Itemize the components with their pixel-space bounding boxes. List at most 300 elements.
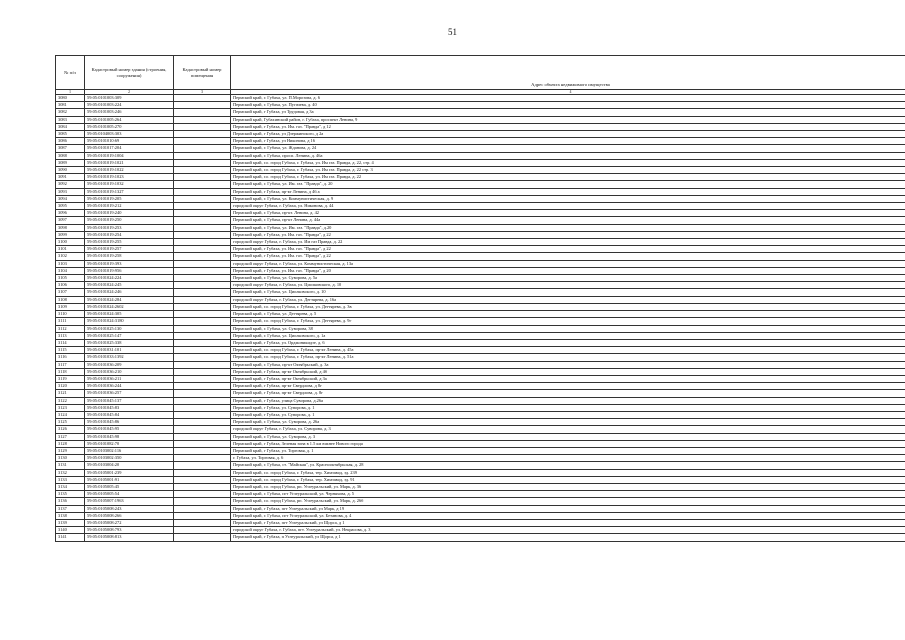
address-cell: Пермский край, г Губаха, пгт Углеуральский, ул Щорса, д 1 bbox=[231, 519, 905, 526]
address-cell: городской округ Губаха, г. Губаха, ул. Суворова, д. 3 bbox=[231, 426, 905, 433]
address-cell: Пермский край, г. Губаха, ул. Суворова, 38 bbox=[231, 325, 905, 332]
row-number-cell: 3092 bbox=[56, 181, 85, 188]
building-cadastral-number-cell: 59:05:0101045:98 bbox=[85, 433, 174, 440]
building-cadastral-number-cell: 59:05:0101019:253 bbox=[85, 224, 174, 231]
building-cadastral-number-cell: 59:05:0101024:246 bbox=[85, 289, 174, 296]
address-cell: Пермский край, г Губаха, улица Суворова, д.26а bbox=[231, 397, 905, 404]
address-cell: Пермский край, г Губаха, ул. Суворова, д. 1 bbox=[231, 404, 905, 411]
building-cadastral-number-cell: 59:05:0101017:204 bbox=[85, 145, 174, 152]
address-cell: Пермский край, г Губаха, ул. Торговая, д. 1 bbox=[231, 447, 905, 454]
address-cell: Пермский край, г.о. город Губаха, рп. Углеуральский, ул. Марк, д. 26б bbox=[231, 498, 905, 505]
building-cadastral-number-cell: 59:05:0101019:250 bbox=[85, 217, 174, 224]
table-row bbox=[56, 231, 905, 238]
address-cell: Пермский край, г.о. город Губаха, г. Губаха, пр-кт Ленина, д. 51а bbox=[231, 354, 905, 361]
address-cell: Пермский край, г.о. город Губаха, г. Губаха, ул. Дегтярева, д. 3в bbox=[231, 303, 905, 310]
premises-cadastral-number-cell bbox=[174, 498, 231, 505]
row-number-cell: 3127 bbox=[56, 433, 85, 440]
table-row bbox=[56, 527, 905, 534]
premises-cadastral-number-cell bbox=[174, 397, 231, 404]
address-cell: Пермский край, г Губаха, ул. Им. газ. "Правда", д 20 bbox=[231, 267, 905, 274]
premises-cadastral-number-cell bbox=[174, 109, 231, 116]
row-number-cell: 3115 bbox=[56, 347, 85, 354]
premises-cadastral-number-cell bbox=[174, 354, 231, 361]
building-cadastral-number-cell: 59:05:0101005:270 bbox=[85, 123, 174, 130]
address-cell: Пермский край, г Губаха, ул. Орджоникидзе, д. 6 bbox=[231, 339, 905, 346]
premises-cadastral-number-cell bbox=[174, 469, 231, 476]
building-cadastral-number-cell: 59:05:0101024:2602 bbox=[85, 303, 174, 310]
table-row bbox=[56, 275, 905, 282]
row-number-cell: 3119 bbox=[56, 375, 85, 382]
premises-cadastral-number-cell bbox=[174, 390, 231, 397]
building-cadastral-number-cell: 59:05:0101036:209 bbox=[85, 361, 174, 368]
table-row bbox=[56, 498, 905, 505]
address-cell: Пермский край, г Губаха, ул. Суворова, д. 1 bbox=[231, 411, 905, 418]
row-number-cell: 3126 bbox=[56, 426, 85, 433]
address-cell: Пермский край, г Губаха, Зеленая зона в 1.5 км южнее Нового города bbox=[231, 440, 905, 447]
table-row bbox=[56, 138, 905, 145]
building-cadastral-number-cell: 59:05:0101019:393 bbox=[85, 260, 174, 267]
building-cadastral-number-cell: 59:05:0101019:257 bbox=[85, 246, 174, 253]
building-cadastral-number-cell: 59:05:0104003:303 bbox=[85, 131, 174, 138]
row-number-cell: 3124 bbox=[56, 411, 85, 418]
building-cadastral-number-cell: 59:05:0101024:284 bbox=[85, 296, 174, 303]
table-row bbox=[56, 426, 905, 433]
column-number: 1 bbox=[56, 90, 85, 95]
premises-cadastral-number-cell bbox=[174, 131, 231, 138]
address-cell: городской округ Губаха, г. Губаха, ул. Никонова, д. 44 bbox=[231, 203, 905, 210]
row-number-cell: 3117 bbox=[56, 361, 85, 368]
table-row bbox=[56, 512, 905, 519]
row-number-cell: 3110 bbox=[56, 311, 85, 318]
row-number-cell: 3108 bbox=[56, 296, 85, 303]
row-number-cell: 3121 bbox=[56, 390, 85, 397]
row-number-cell: 3116 bbox=[56, 354, 85, 361]
table-row bbox=[56, 152, 905, 159]
header-premises-cadastral-number: Кадастровый номер помещения bbox=[174, 56, 231, 90]
address-cell: г. Губаха, ул. Торговая, д. 6 bbox=[231, 455, 905, 462]
building-cadastral-number-cell: 59:05:0101025:147 bbox=[85, 332, 174, 339]
building-cadastral-number-cell: 59:05:0101019:254 bbox=[85, 231, 174, 238]
row-number-cell: 3084 bbox=[56, 123, 85, 130]
address-cell: Пермский край, г.о. город Губаха, г. Губаха, тер. Химзавод, зд. 91 bbox=[231, 476, 905, 483]
address-cell: городской округ Губаха, г. Губаха, ул. Им газ Правда, д. 22 bbox=[231, 239, 905, 246]
table-row bbox=[56, 505, 905, 512]
premises-cadastral-number-cell bbox=[174, 505, 231, 512]
row-number-cell: 3098 bbox=[56, 224, 85, 231]
table-row bbox=[56, 181, 905, 188]
building-cadastral-number-cell: 59:05:0105008:272 bbox=[85, 519, 174, 526]
address-cell: Пермский край, г. Губаха, ул. П.Морозова, д. 6 bbox=[231, 95, 905, 102]
premises-cadastral-number-cell bbox=[174, 433, 231, 440]
address-cell: Пермский край, г. Губаха, просп. Ленина, д. 46а bbox=[231, 152, 905, 159]
address-cell: Пермский край, г. Губаха, ул. Циолковского, д. 10 bbox=[231, 289, 905, 296]
table-row bbox=[56, 476, 905, 483]
premises-cadastral-number-cell bbox=[174, 296, 231, 303]
address-cell: Пермский край, г Губаха, п Углеуральский, ул Щорса, д 1 bbox=[231, 534, 905, 541]
row-number-cell: 3123 bbox=[56, 404, 85, 411]
premises-cadastral-number-cell bbox=[174, 239, 231, 246]
table-row bbox=[56, 519, 905, 526]
premises-cadastral-number-cell bbox=[174, 383, 231, 390]
address-cell: Пермский край, г. Губаха, ул. Коммунистическая, д. 9 bbox=[231, 195, 905, 202]
row-number-cell: 3100 bbox=[56, 239, 85, 246]
row-number-cell: 3088 bbox=[56, 152, 85, 159]
building-cadastral-number-cell: 59:05:0101019:956 bbox=[85, 267, 174, 274]
building-cadastral-number-cell: 59:05:0101025:130 bbox=[85, 325, 174, 332]
address-cell: Пермский край, г. Губаха, ул. Суворова, д. 5а bbox=[231, 275, 905, 282]
premises-cadastral-number-cell bbox=[174, 483, 231, 490]
row-number-cell: 3136 bbox=[56, 498, 85, 505]
address-cell: Пермский край, г. Губаха, ул. Суворова, д. 26а bbox=[231, 419, 905, 426]
building-cadastral-number-cell: 59:05:0101024:305 bbox=[85, 311, 174, 318]
table-row bbox=[56, 311, 905, 318]
premises-cadastral-number-cell bbox=[174, 246, 231, 253]
building-cadastral-number-cell: 59:05:0101033:1392 bbox=[85, 354, 174, 361]
premises-cadastral-number-cell bbox=[174, 318, 231, 325]
table-row bbox=[56, 332, 905, 339]
building-cadastral-number-cell: 59:05:0101045:86 bbox=[85, 419, 174, 426]
address-cell: городской округ Губаха, г. Губаха, ул. Циолковского, д. 10 bbox=[231, 282, 905, 289]
premises-cadastral-number-cell bbox=[174, 159, 231, 166]
table-row bbox=[56, 383, 905, 390]
building-cadastral-number-cell: 59:05:0105005:45 bbox=[85, 483, 174, 490]
address-cell: Пермский край, Губахинский район, г. Губаха, проспект Ленина, 9 bbox=[231, 116, 905, 123]
building-cadastral-number-cell: 59:05:0101019:205 bbox=[85, 195, 174, 202]
row-number-cell: 3138 bbox=[56, 512, 85, 519]
table-row bbox=[56, 469, 905, 476]
building-cadastral-number-cell: 59:05:0101036:211 bbox=[85, 375, 174, 382]
table-row bbox=[56, 174, 905, 181]
table-row bbox=[56, 131, 905, 138]
row-number-cell: 3099 bbox=[56, 231, 85, 238]
premises-cadastral-number-cell bbox=[174, 289, 231, 296]
table-row bbox=[56, 347, 905, 354]
table-row bbox=[56, 203, 905, 210]
premises-cadastral-number-cell bbox=[174, 332, 231, 339]
row-number-cell: 3087 bbox=[56, 145, 85, 152]
table-row bbox=[56, 95, 905, 102]
table-row bbox=[56, 188, 905, 195]
row-number-cell: 3104 bbox=[56, 267, 85, 274]
column-number: 3 bbox=[174, 90, 231, 95]
address-cell: Пермский край, г Губаха, ул. Им. газ. "Правда", д 22 bbox=[231, 231, 905, 238]
table-row bbox=[56, 491, 905, 498]
address-cell: Пермский край, г Губаха, ул. Им. газ. "Правда", д 12 bbox=[231, 123, 905, 130]
table-row bbox=[56, 145, 905, 152]
header-building-cadastral-number: Кадастровый номер здания (строения, сооружения) bbox=[85, 56, 174, 90]
row-number-cell: 3114 bbox=[56, 339, 85, 346]
premises-cadastral-number-cell bbox=[174, 339, 231, 346]
building-cadastral-number-cell: 59:05:0105001:91 bbox=[85, 476, 174, 483]
table-row bbox=[56, 433, 905, 440]
row-number-cell: 3118 bbox=[56, 368, 85, 375]
address-cell: Пермский край, г.о. город Губаха, рп. Углеуральский, ул. Марк, д. 36 bbox=[231, 483, 905, 490]
table-header-row bbox=[56, 56, 905, 90]
premises-cadastral-number-cell bbox=[174, 188, 231, 195]
table-row bbox=[56, 303, 905, 310]
table-row bbox=[56, 195, 905, 202]
table-row bbox=[56, 361, 905, 368]
building-cadastral-number-cell: 59:05:0101024:3180 bbox=[85, 318, 174, 325]
building-cadastral-number-cell: 59:05:0101036:257 bbox=[85, 390, 174, 397]
column-number: 4 bbox=[231, 90, 905, 95]
building-cadastral-number-cell: 59:05:0101005:264 bbox=[85, 116, 174, 123]
table-row bbox=[56, 289, 905, 296]
premises-cadastral-number-cell bbox=[174, 347, 231, 354]
premises-cadastral-number-cell bbox=[174, 419, 231, 426]
row-number-cell: 3083 bbox=[56, 116, 85, 123]
building-cadastral-number-cell: 59:05:0101019:1004 bbox=[85, 152, 174, 159]
premises-cadastral-number-cell bbox=[174, 282, 231, 289]
premises-cadastral-number-cell bbox=[174, 455, 231, 462]
building-cadastral-number-cell: 59:05:0101036:244 bbox=[85, 383, 174, 390]
address-cell: Пермский край, г. Губаха, ул. Суворова, д. 3 bbox=[231, 433, 905, 440]
table-row bbox=[56, 224, 905, 231]
table-row bbox=[56, 282, 905, 289]
table-row bbox=[56, 296, 905, 303]
premises-cadastral-number-cell bbox=[174, 275, 231, 282]
row-number-cell: 3113 bbox=[56, 332, 85, 339]
premises-cadastral-number-cell bbox=[174, 231, 231, 238]
address-cell: Пермский край, г. Губаха, ул. Жданова, д. 24 bbox=[231, 145, 905, 152]
table-row bbox=[56, 253, 905, 260]
table-row bbox=[56, 267, 905, 274]
row-number-cell: 3132 bbox=[56, 469, 85, 476]
row-number-cell: 3125 bbox=[56, 419, 85, 426]
premises-cadastral-number-cell bbox=[174, 491, 231, 498]
property-register-table bbox=[55, 55, 905, 542]
premises-cadastral-number-cell bbox=[174, 95, 231, 102]
table-row bbox=[56, 447, 905, 454]
table-row bbox=[56, 397, 905, 404]
building-cadastral-number-cell: 59:05:0101019:258 bbox=[85, 253, 174, 260]
address-cell: Пермский край, г Губаха, ул Никонова, д 16 bbox=[231, 138, 905, 145]
table-row bbox=[56, 455, 905, 462]
table-row bbox=[56, 116, 905, 123]
building-cadastral-number-cell: 59:05:0101019:212 bbox=[85, 203, 174, 210]
page-number: 51 bbox=[448, 27, 457, 37]
table-row bbox=[56, 462, 905, 469]
address-cell: Пермский край, г. Губаха, ул. Пугачева, д. 40 bbox=[231, 102, 905, 109]
building-cadastral-number-cell: 59:05:0105005:54 bbox=[85, 491, 174, 498]
row-number-cell: 3109 bbox=[56, 303, 85, 310]
premises-cadastral-number-cell bbox=[174, 519, 231, 526]
row-number-cell: 3085 bbox=[56, 131, 85, 138]
table-row bbox=[56, 419, 905, 426]
table-row bbox=[56, 534, 905, 541]
premises-cadastral-number-cell bbox=[174, 368, 231, 375]
address-cell: Пермский край, г Губаха, пр-кт Октябрьский, д 3а bbox=[231, 375, 905, 382]
address-cell: Пермский край, г Губаха, ул Дзержинского, д 2а bbox=[231, 131, 905, 138]
row-number-cell: 3090 bbox=[56, 167, 85, 174]
building-cadastral-number-cell: 59:05:0105001:239 bbox=[85, 469, 174, 476]
table-row bbox=[56, 440, 905, 447]
table-row bbox=[56, 210, 905, 217]
building-cadastral-number-cell: 59:05:0101003:224 bbox=[85, 102, 174, 109]
building-cadastral-number-cell: 59:05:0103002:116 bbox=[85, 447, 174, 454]
building-cadastral-number-cell: 59:05:0101045:95 bbox=[85, 426, 174, 433]
building-cadastral-number-cell: 59:05:0101019:1327 bbox=[85, 188, 174, 195]
table-row bbox=[56, 390, 905, 397]
address-cell: Пермский край, г Губаха, ул Трудовая, д 3а bbox=[231, 109, 905, 116]
address-cell: Пермский край, г Губаха, ул. Им. газ. "Правда", д 22 bbox=[231, 253, 905, 260]
premises-cadastral-number-cell bbox=[174, 361, 231, 368]
premises-cadastral-number-cell bbox=[174, 181, 231, 188]
building-cadastral-number-cell: 59:05:0101003:309 bbox=[85, 95, 174, 102]
row-number-cell: 3095 bbox=[56, 203, 85, 210]
row-number-cell: 3122 bbox=[56, 397, 85, 404]
building-cadastral-number-cell: 59:05:0101019:1023 bbox=[85, 174, 174, 181]
premises-cadastral-number-cell bbox=[174, 404, 231, 411]
premises-cadastral-number-cell bbox=[174, 260, 231, 267]
row-number-cell: 3082 bbox=[56, 109, 85, 116]
row-number-cell: 3101 bbox=[56, 246, 85, 253]
building-cadastral-number-cell: 59:05:0101019:1021 bbox=[85, 159, 174, 166]
address-cell: Пермский край, г. Губаха, пр-кт Октябрьский, д. 3а bbox=[231, 361, 905, 368]
address-cell: Пермский край, г. Губаха, пр-кт. Ленина, д. 42 bbox=[231, 210, 905, 217]
row-number-cell: 3096 bbox=[56, 210, 85, 217]
row-number-cell: 3137 bbox=[56, 505, 85, 512]
address-cell: городской округ Губаха, г. Губаха, пгт. Углеуральский, ул. Некрасова, д. 3 bbox=[231, 527, 905, 534]
table-row bbox=[56, 339, 905, 346]
row-number-cell: 3102 bbox=[56, 253, 85, 260]
building-cadastral-number-cell: 59:05:0101024:245 bbox=[85, 282, 174, 289]
building-cadastral-number-cell: 59:05:0101082:70 bbox=[85, 440, 174, 447]
address-cell: Пермский край, г. Губаха, пр-кт Ленина, д. 44а bbox=[231, 217, 905, 224]
address-cell: Пермский край, г.о. город Губаха, г. Губаха, ул. Им газ. Правда, д. 22 стр. 3 bbox=[231, 167, 905, 174]
row-number-cell: 3106 bbox=[56, 282, 85, 289]
premises-cadastral-number-cell bbox=[174, 267, 231, 274]
row-number-cell: 3134 bbox=[56, 483, 85, 490]
row-number-cell: 3140 bbox=[56, 527, 85, 534]
premises-cadastral-number-cell bbox=[174, 167, 231, 174]
premises-cadastral-number-cell bbox=[174, 534, 231, 541]
building-cadastral-number-cell: 59:05:0101019:1032 bbox=[85, 181, 174, 188]
premises-cadastral-number-cell bbox=[174, 512, 231, 519]
premises-cadastral-number-cell bbox=[174, 217, 231, 224]
premises-cadastral-number-cell bbox=[174, 476, 231, 483]
address-cell: Пермский край, г Губаха, ул. Им. газ. "Правда", д 22 bbox=[231, 246, 905, 253]
row-number-cell: 3128 bbox=[56, 440, 85, 447]
address-cell: городской округ Губаха, г. Губаха, ул. Дегтярева, д. 16а bbox=[231, 296, 905, 303]
address-cell: Пермский край, г. Губаха, пгт Углеуральский, ул. Черняхова, д. 5 bbox=[231, 491, 905, 498]
address-cell: Пермский край, г.о. город Губаха, г. Губаха, пр-кт Ленина, д. 45а bbox=[231, 347, 905, 354]
row-number-cell: 3130 bbox=[56, 455, 85, 462]
building-cadastral-number-cell: 59:05:0101024:224 bbox=[85, 275, 174, 282]
building-cadastral-number-cell: 59:05:0101003:246 bbox=[85, 109, 174, 116]
premises-cadastral-number-cell bbox=[174, 102, 231, 109]
address-cell: Пермский край, г. Губаха, ул. Им. газ. "Правда", д. 20 bbox=[231, 181, 905, 188]
row-number-cell: 3093 bbox=[56, 188, 85, 195]
table-row bbox=[56, 375, 905, 382]
premises-cadastral-number-cell bbox=[174, 195, 231, 202]
premises-cadastral-number-cell bbox=[174, 447, 231, 454]
address-cell: Пермский край, г.о. город Губаха, г. Губаха, ул. Дегтярева, д. 9г bbox=[231, 318, 905, 325]
building-cadastral-number-cell: 59:05:0101025:338 bbox=[85, 339, 174, 346]
premises-cadastral-number-cell bbox=[174, 440, 231, 447]
row-number-cell: 3089 bbox=[56, 159, 85, 166]
address-cell: Пермский край, г.о. город Губаха, г. Губаха, тер. Химзавод, зд. 239 bbox=[231, 469, 905, 476]
row-number-cell: 3107 bbox=[56, 289, 85, 296]
building-cadastral-number-cell: 59:05:0105007:1963 bbox=[85, 498, 174, 505]
table-body bbox=[56, 95, 905, 542]
table-row bbox=[56, 159, 905, 166]
address-cell: Пермский край, г Губаха, пгт Углеуральский, ул Марк, д 19 bbox=[231, 505, 905, 512]
table-row bbox=[56, 260, 905, 267]
address-cell: Пермский край, г Губаха, пр-кт Свердлова, д 8г bbox=[231, 383, 905, 390]
table-row bbox=[56, 217, 905, 224]
row-number-cell: 3141 bbox=[56, 534, 85, 541]
building-cadastral-number-cell: 59:05:0101045:137 bbox=[85, 397, 174, 404]
row-number-cell: 3081 bbox=[56, 102, 85, 109]
building-cadastral-number-cell: 59:05:0103004:20 bbox=[85, 462, 174, 469]
premises-cadastral-number-cell bbox=[174, 527, 231, 534]
building-cadastral-number-cell: 59:05:0101019:1022 bbox=[85, 167, 174, 174]
address-cell: Пермский край, г Губаха, пр-кт Свердлова, д. 8г bbox=[231, 390, 905, 397]
row-number-cell: 3133 bbox=[56, 476, 85, 483]
header-property-address: Адрес объекта недвижимого имущества bbox=[231, 56, 905, 90]
address-cell: Пермский край, г Губаха, пр-кт Октябрьский, д 4б bbox=[231, 368, 905, 375]
table-row bbox=[56, 102, 905, 109]
premises-cadastral-number-cell bbox=[174, 325, 231, 332]
row-number-cell: 3105 bbox=[56, 275, 85, 282]
column-number: 2 bbox=[85, 90, 174, 95]
table-row bbox=[56, 404, 905, 411]
premises-cadastral-number-cell bbox=[174, 411, 231, 418]
address-cell: Пермский край, г Губаха, пр-кт Ленина, д 46 а bbox=[231, 188, 905, 195]
table-row bbox=[56, 239, 905, 246]
address-cell: городской округ Губаха, г. Губаха, ул. Коммунистическая, д. 13а bbox=[231, 260, 905, 267]
table-row bbox=[56, 123, 905, 130]
address-cell: Пермский край, г. Губаха, ул. Циолковского, д. 1а bbox=[231, 332, 905, 339]
premises-cadastral-number-cell bbox=[174, 123, 231, 130]
building-cadastral-number-cell: 59:05:0101045:83 bbox=[85, 404, 174, 411]
table-row bbox=[56, 246, 905, 253]
premises-cadastral-number-cell bbox=[174, 311, 231, 318]
premises-cadastral-number-cell bbox=[174, 210, 231, 217]
premises-cadastral-number-cell bbox=[174, 462, 231, 469]
row-number-cell: 3131 bbox=[56, 462, 85, 469]
premises-cadastral-number-cell bbox=[174, 224, 231, 231]
premises-cadastral-number-cell bbox=[174, 174, 231, 181]
row-number-cell: 3080 bbox=[56, 95, 85, 102]
address-cell: Пермский край, г. Губаха, ст. "Майская", ул. Краснооктябрьская, д. 28 bbox=[231, 462, 905, 469]
row-number-cell: 3091 bbox=[56, 174, 85, 181]
building-cadastral-number-cell: 59:05:0105008:793 bbox=[85, 527, 174, 534]
row-number-cell: 3086 bbox=[56, 138, 85, 145]
row-number-cell: 3097 bbox=[56, 217, 85, 224]
building-cadastral-number-cell: 59:05:0101019:240 bbox=[85, 210, 174, 217]
address-cell: Пермский край, г.о. город Губаха, г. Губаха, ул. Им газ. Правда, д. 22 bbox=[231, 174, 905, 181]
row-number-cell: 3103 bbox=[56, 260, 85, 267]
premises-cadastral-number-cell bbox=[174, 138, 231, 145]
row-number-cell: 3094 bbox=[56, 195, 85, 202]
building-cadastral-number-cell: 59:05:0105008:243 bbox=[85, 505, 174, 512]
table-row bbox=[56, 368, 905, 375]
building-cadastral-number-cell: 59:05:0101036:210 bbox=[85, 368, 174, 375]
premises-cadastral-number-cell bbox=[174, 426, 231, 433]
building-cadastral-number-cell: 59:05:0101019:255 bbox=[85, 239, 174, 246]
address-cell: Пермский край, г. Губаха, ул. Им. газ. "Правда", д.20 bbox=[231, 224, 905, 231]
building-cadastral-number-cell: 59:05:0101031:101 bbox=[85, 347, 174, 354]
premises-cadastral-number-cell bbox=[174, 303, 231, 310]
table-row bbox=[56, 109, 905, 116]
row-number-cell: 3111 bbox=[56, 318, 85, 325]
row-number-cell: 3112 bbox=[56, 325, 85, 332]
address-cell: Пермский край, г.о. город Губаха, г. Губаха, ул. Им газ. Правда, д. 22, стр. 4 bbox=[231, 159, 905, 166]
row-number-cell: 3129 bbox=[56, 447, 85, 454]
premises-cadastral-number-cell bbox=[174, 203, 231, 210]
